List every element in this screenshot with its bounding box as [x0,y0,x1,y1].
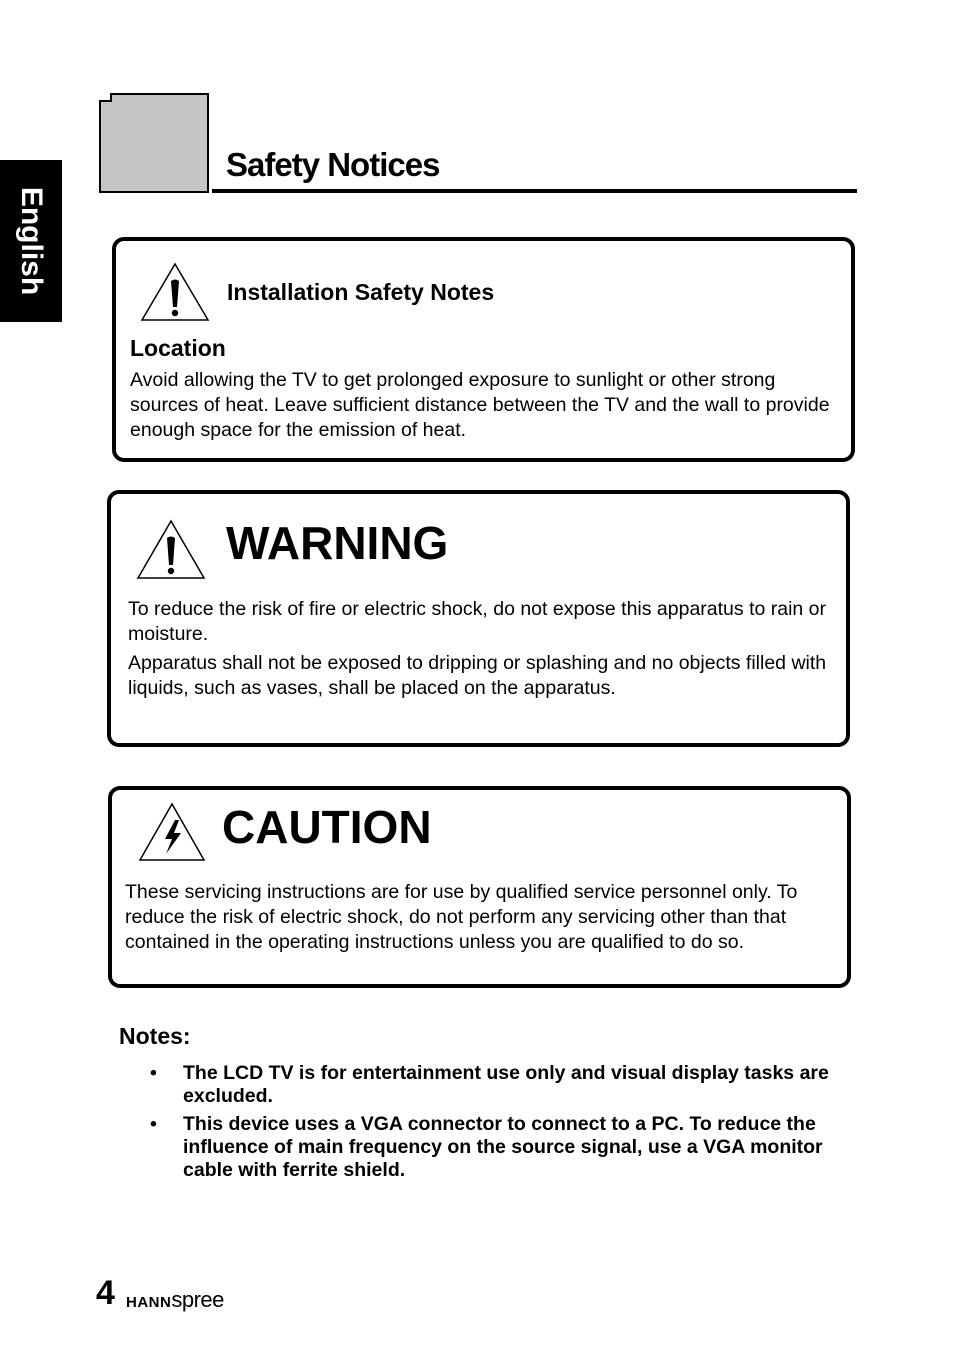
location-heading: Location [130,335,226,361]
notes-list [150,1062,850,1187]
note-text: This device uses a VGA connector to connect to a PC. To reduce the influence of main frequency on the source signal, use a VGA monitor cable with ferrite shield. [183,1113,823,1181]
title-rule [212,189,857,193]
lightning-triangle-icon [138,802,206,862]
list-item [150,1062,850,1108]
bullet: • [150,1062,157,1084]
notes-title: Notes: [119,1023,191,1049]
warning-paragraph-2: Apparatus shall not be exposed to dripping or splashing and no objects filled with liquids, such as vases, shall be placed on the apparatus. [128,652,827,699]
warning-heading: WARNING [226,517,449,569]
brand-light: spree [171,1287,224,1312]
brand-logo [126,1287,224,1313]
location-text: Avoid allowing the TV to get prolonged exposure to sunlight or other strong sources of heat. Leave sufficient distance between the TV and the wall to provide enough space for the emission of heat. [130,369,830,441]
bullet: • [150,1113,157,1135]
brand-bold: HANN [126,1294,172,1311]
caution-paragraph: These servicing instructions are for use by qualified service personnel only. To reduce the risk of electric shock, do not perform any servicing other than that contained in the operating instructions unless you are qualified to do so. [125,881,798,953]
list-item [150,1113,850,1182]
note-text: The LCD TV is for entertainment use only and visual display tasks are excluded. [183,1062,829,1107]
warning-paragraph-1: To reduce the risk of fire or electric shock, do not expose this apparatus to rain or moisture. [128,598,827,645]
header-square [99,93,210,193]
exclamation-triangle-icon [140,262,210,322]
page-title: Safety Notices [226,146,440,183]
installation-title: Installation Safety Notes [227,279,495,305]
page-number: 4 [96,1274,115,1312]
exclamation-triangle-icon [136,519,206,580]
language-tab-label: English [15,186,48,296]
caution-heading: CAUTION [222,801,432,853]
language-tab [0,160,62,322]
